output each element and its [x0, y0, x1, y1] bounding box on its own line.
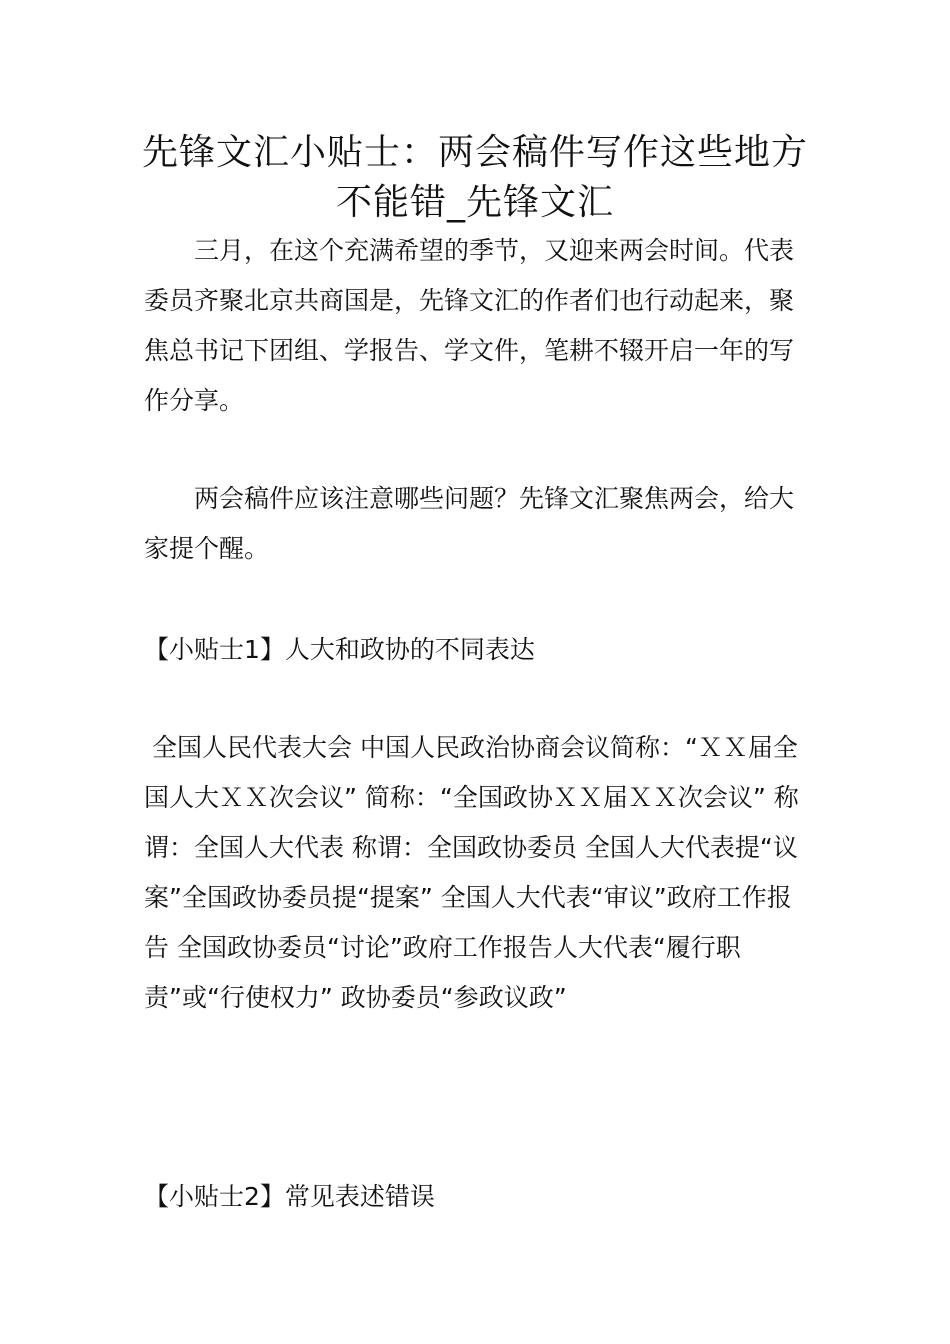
intro-paragraph: 三月，在这个充满希望的季节，又迎来两会时间。代表委员齐聚北京共商国是，先锋文汇的作者们也行动起来，聚焦总书记下团组、学报告、学文件，笔耕不辍开启一年的写作分享。: [144, 236, 795, 415]
question-paragraph: 两会稿件应该注意哪些问题？先锋文汇聚焦两会，给大家提个醒。: [144, 484, 795, 563]
document-title: 先锋文汇小贴士：两会稿件写作这些地方不能错_先锋文汇: [141, 132, 808, 223]
tip1-body: 全国人民代表大会 中国人民政治协商会议简称：“ＸＸ届全国人大ＸＸ次会议” 简称：“全国政协ＸＸ届ＸＸ次会议” 称谓：全国人大代表 称谓：全国政协委员 全国人大代表提“议案”全国政协委员提“提案” 全国人大代表“审议”政府工作报告 全国政协委员“讨论”政府工作报告人大代表“履行职责”或“行使权力” 政协委员“参政议政”: [144, 733, 799, 1012]
tip2-heading: 【小贴士2】常见表述错误: [144, 1182, 435, 1211]
tip1-heading: 【小贴士1】人大和政协的不同表达: [144, 635, 535, 664]
